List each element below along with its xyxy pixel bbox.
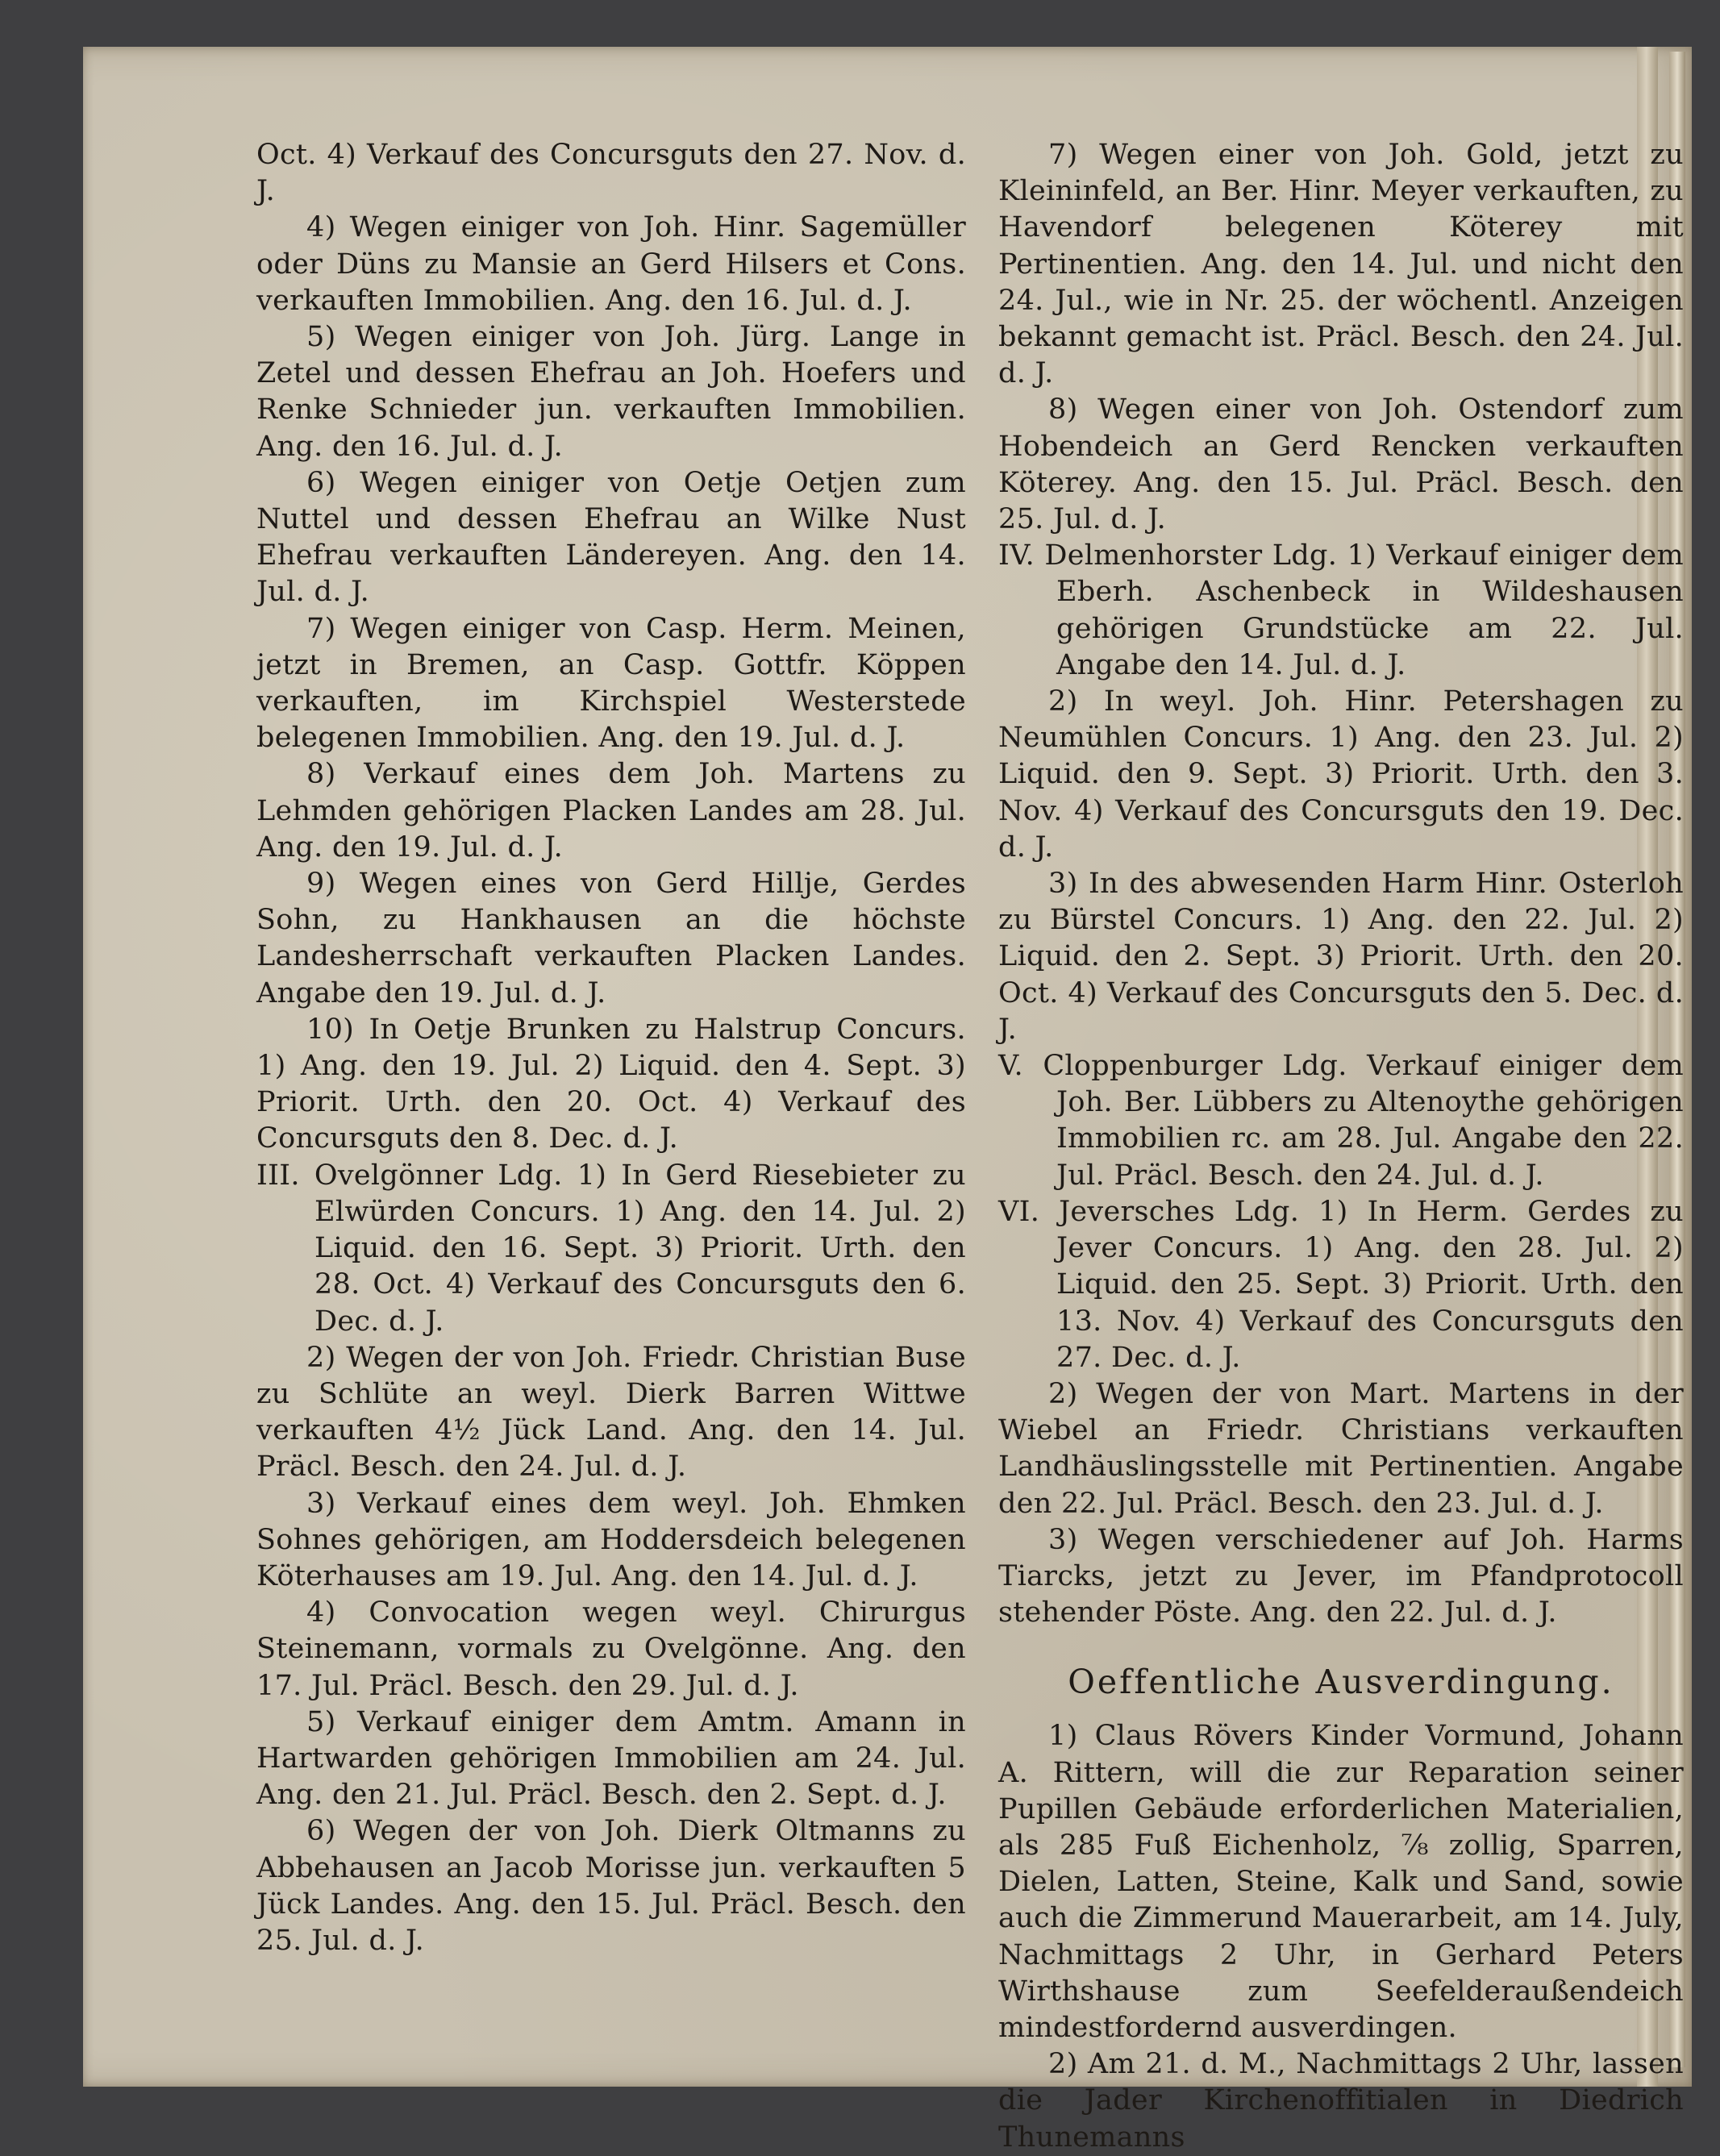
right-column-entries <box>998 137 1684 1631</box>
notice-paragraph: 5) Verkauf einiger dem Amtm. Amann in Hartwarden gehörigen Immobilien am 24. Jul. Ang. den 21. Jul. Präcl. Besch. den 2. Sept. d. J. <box>256 1705 966 1812</box>
notice-paragraph: 3) Wegen verschiedener auf Joh. Harms Tiarcks, jetzt zu Jever, im Pfandprotocoll stehender Pöste. Ang. den 22. Jul. d. J. <box>998 1523 1684 1629</box>
right-column-announcements <box>998 1718 1684 2155</box>
notice-paragraph: 7) Wegen einer von Joh. Gold, jetzt zu Kleininfeld, an Ber. Hinr. Meyer verkauften, zu Havendorf belegenen Köterey mit Pertinentien. Ang. den 14. Jul. und nicht den 24. Jul., wie in Nr. 25. der wöchentl. Anzeigen bekannt gemacht ist. Präcl. Besch. den 24. Jul. d. J. <box>998 139 1684 390</box>
notice-paragraph: 3) Verkauf eines dem weyl. Joh. Ehmken Sohnes gehörigen, am Hoddersdeich belegenen Köterhauses am 19. Jul. Ang. den 14. Jul. d. J. <box>256 1487 966 1592</box>
announcement-paragraph: 1) Claus Rövers Kinder Vormund, Johann A. Rittern, will die zur Reparation seiner Pupillen Gebäude erforderlichen Materialien, als 285 Fuß Eichenholz, ⅞ zollig, Sparren, Dielen, Latten, Steine, Kalk und Sand, sowie auch die Zimmerund Mauerarbeit, am 14. July, Nachmittags 2 Uhr, in Gerhard Peters Wirthshause zum Seefelderaußendeich mindestfordernd ausverdingen. <box>998 1720 1684 2044</box>
notice-paragraph: 10) In Oetje Brunken zu Halstrup Concurs. 1) Ang. den 19. Jul. 2) Liquid. den 4. Sept. 3) Priorit. Urth. den 20. Oct. 4) Verkauf des Concursguts den 8. Dec. d. J. <box>256 1013 966 1155</box>
notice-paragraph: 5) Wegen einiger von Joh. Jürg. Lange in Zetel und dessen Ehefrau an Joh. Hoefers und Renke Schnieder jun. verkauften Immobilien. Ang. den 16. Jul. d. J. <box>256 321 966 463</box>
left-text-column <box>256 137 966 1959</box>
notice-paragraph: 6) Wegen einiger von Oetje Oetjen zum Nuttel und dessen Ehefrau an Wilke Nust Ehefrau verkauften Ländereyen. Ang. den 14. Jul. d. J. <box>256 466 966 609</box>
announcement-paragraph: 2) Am 21. d. M., Nachmittags 2 Uhr, lassen die Jader Kirchenoffitialen in Diedrich Thunemanns <box>998 2048 1684 2154</box>
notice-paragraph: 8) Verkauf eines dem Joh. Martens zu Lehmden gehörigen Placken Landes am 28. Jul. Ang. den 19. Jul. d. J. <box>256 758 966 864</box>
notice-paragraph: 8) Wegen einer von Joh. Ostendorf zum Hobendeich an Gerd Rencken verkauften Köterey. Ang. den 15. Jul. Präcl. Besch. den 25. Jul. d. J. <box>998 393 1684 536</box>
notice-paragraph: Oct. 4) Verkauf des Concursguts den 27. Nov. d. J. <box>256 139 966 208</box>
notice-paragraph: 2) Wegen der von Joh. Friedr. Christian Buse zu Schlüte an weyl. Dierk Barren Wittwe verkauften 4½ Jück Land. Ang. den 14. Jul. Präcl. Besch. den 24. Jul. d. J. <box>256 1341 966 1484</box>
section-heading: Oeffentliche Ausverdingung. <box>1068 1663 1614 1702</box>
notice-paragraph: 4) Convocation wegen weyl. Chirurgus Steinemann, vormals zu Ovelgönne. Ang. den 17. Jul. Präcl. Besch. den 29. Jul. d. J. <box>256 1596 966 1702</box>
notice-paragraph: 3) In des abwesenden Harm Hinr. Osterloh zu Bürstel Concurs. 1) Ang. den 22. Jul. 2) Liquid. den 2. Sept. 3) Priorit. Urth. den 20. Oct. 4) Verkauf des Concursguts den 5. Dec. d. J. <box>998 868 1684 1046</box>
notice-paragraph: 2) Wegen der von Mart. Martens in der Wiebel an Friedr. Christians verkauften Landhäuslingsstelle mit Pertinentien. Angabe den 22. Jul. Präcl. Besch. den 23. Jul. d. J. <box>998 1377 1684 1520</box>
notice-paragraph: V. Cloppenburger Ldg. Verkauf einiger dem Joh. Ber. Lübbers zu Altenoythe gehörigen Immobilien rc. am 28. Jul. Angabe den 22. Jul. Präcl. Besch. den 24. Jul. d. J. <box>998 1050 1684 1192</box>
notice-paragraph: IV. Delmenhorster Ldg. 1) Verkauf einiger dem Eberh. Aschenbeck in Wildeshausen gehörigen Grundstücke am 22. Jul. Angabe den 14. Jul. d. J. <box>998 539 1684 681</box>
notice-paragraph: 7) Wegen einiger von Casp. Herm. Meinen, jetzt in Bremen, an Casp. Gottfr. Köppen verkauften, im Kirchspiel Westerstede belegenen Immobilien. Ang. den 19. Jul. d. J. <box>256 612 966 755</box>
notice-paragraph: III. Ovelgönner Ldg. 1) In Gerd Riesebieter zu Elwürden Concurs. 1) Ang. den 14. Jul. 2) Liquid. den 16. Sept. 3) Priorit. Urth. den 28. Oct. 4) Verkauf des Concursguts den 6. Dec. d. J. <box>256 1159 966 1338</box>
notice-paragraph: 9) Wegen eines von Gerd Hillje, Gerdes Sohn, zu Hankhausen an die höchste Landesherrschaft verkauften Placken Landes. Angabe den 19. Jul. d. J. <box>256 868 966 1009</box>
notice-paragraph: 6) Wegen der von Joh. Dierk Oltmanns zu Abbehausen an Jacob Morisse jun. verkauften 5 Jück Landes. Ang. den 15. Jul. Präcl. Besch. den 25. Jul. d. J. <box>256 1815 966 1957</box>
notice-paragraph: 4) Wegen einiger von Joh. Hinr. Sagemüller oder Düns zu Mansie an Gerd Hilsers et Cons. verkauften Immobilien. Ang. den 16. Jul. d. J. <box>256 211 966 317</box>
notice-paragraph: VI. Jeversches Ldg. 1) In Herm. Gerdes zu Jever Concurs. 1) Ang. den 28. Jul. 2) Liquid. den 25. Sept. 3) Priorit. Urth. den 13. Nov. 4) Verkauf des Concursguts den 27. Dec. d. J. <box>998 1195 1684 1374</box>
notice-paragraph: 2) In weyl. Joh. Hinr. Petershagen zu Neumühlen Concurs. 1) Ang. den 23. Jul. 2) Liquid. den 9. Sept. 3) Priorit. Urth. den 3. Nov. 4) Verkauf des Concursguts den 19. Dec. d. J. <box>998 685 1684 864</box>
right-text-column <box>998 137 1684 2156</box>
